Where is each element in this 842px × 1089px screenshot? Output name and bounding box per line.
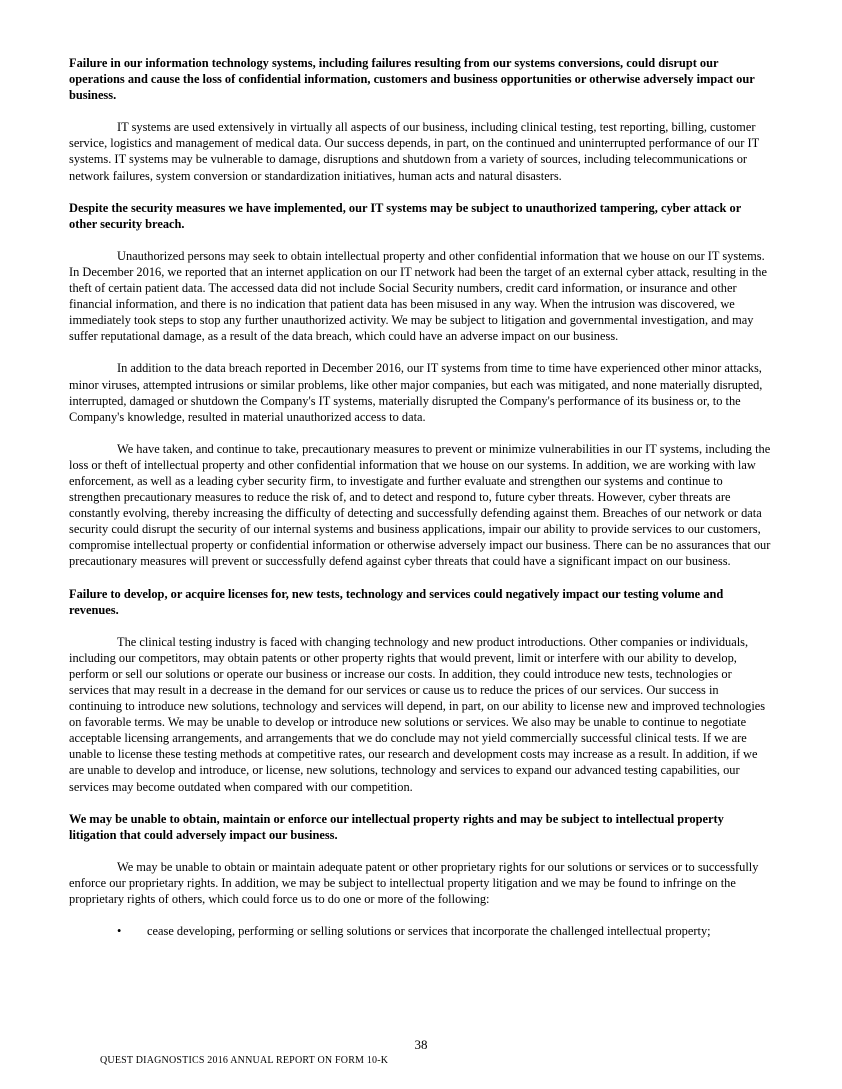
section-security-breach	[69, 200, 771, 570]
body-paragraph: We have taken, and continue to take, precautionary measures to prevent or minimize vulnerabilities in our IT systems, including the loss or theft of intellectual property and other confidential information that we house on our systems. In addition, we are working with law enforcement, as well as a leading cyber security firm, to investigate and further evaluate and strengthen our systems and continue to strengthen precautionary measures to reduce the risk of, and to detect and respond to, future cyber threats. However, cyber threats are constantly evolving, thereby increasing the difficulty of detecting and successfully defending against them. Breaches of our network or data security could disrupt the security of our internal systems and business applications, impair our ability to provide services to our customers, compromise intellectual property or confidential information or otherwise adversely impact our business. There can be no assurances that our precautionary measures will prevent or successfully defend against cyber threats that could have a significant impact on our business.	[69, 441, 771, 569]
section-heading: We may be unable to obtain, maintain or enforce our intellectual property rights and may be subject to intellectual property litigation that could adversely impact our business.	[69, 811, 724, 842]
body-paragraph: In addition to the data breach reported in December 2016, our IT systems from time to time have experienced other minor attacks, minor viruses, attempted intrusions or similar problems, like other major companies, but each was mitigated, and none materially disrupted, interrupted, damaged or shutdown the Company's IT systems, materially disrupted the Company's performance of its business or, to the Company's knowledge, resulted in material unauthorized access to data.	[69, 361, 763, 424]
body-paragraph: We may be unable to obtain or maintain adequate patent or other proprietary rights for our solutions or services or to successfully enforce our proprietary rights. In addition, we may be subject to intellectual property litigation and we may be found to infringe on the proprietary rights of others, which could force us to do one or more of the following:	[69, 859, 759, 907]
body-paragraph: The clinical testing industry is faced with changing technology and new product introductions. Other companies or individuals, including our competitors, may obtain patents or other property rights that would prevent, limit or interfere with our ability to develop, perform or sell our solutions or operate our business or increase our costs. In addition, they could introduce new tests, technologies or services that may result in a decrease in the demand for our services or cause us to reduce the prices of our services. Our success in continuing to introduce new solutions, technology and services will depend, in part, on our ability to license new and improved technologies on favorable terms. We may be unable to develop or introduce new solutions or services. We also may be unable to continue to negotiate acceptable licensing arrangements, and arrangements that we do conclude may not yield commercially successful clinical tests. If we are unable to license these testing methods at competitive rates, our research and development costs may increase as a result. In addition, if we are unable to develop and introduce, or license, new solutions, technology and services to expand our advanced testing capabilities, our services may become outdated when compared with our competition.	[69, 634, 766, 794]
page-number: 38	[414, 1037, 428, 1052]
section-heading: Failure to develop, or acquire licenses for, new tests, technology and services could negatively impact our testing volume and revenues.	[69, 586, 724, 617]
section-it-failure	[69, 55, 771, 184]
section-new-tests	[69, 586, 771, 795]
section-heading: Failure in our information technology systems, including failures resulting from our systems conversions, could disrupt our operations and cause the loss of confidential information, customers and business opportunities or otherwise adversely impact our business.	[69, 56, 755, 103]
bullet-marker: •	[117, 924, 122, 939]
section-intellectual-property	[69, 811, 771, 907]
bullet-list-item	[69, 923, 771, 939]
section-heading: Despite the security measures we have implemented, our IT systems may be subject to unauthorized tampering, cyber attack or other security breach.	[69, 200, 742, 231]
document-body	[69, 55, 771, 939]
body-paragraph: IT systems are used extensively in virtually all aspects of our business, including clinical testing, test reporting, billing, customer service, logistics and management of medical data. Our success depends, in part, on the continued and uninterrupted performance of our IT systems. IT systems may be vulnerable to damage, disruptions and shutdown from a variety of sources, including telecommunications or network failures, system conversion or standardization initiatives, human acts and natural disasters.	[69, 120, 759, 183]
bullet-text: cease developing, performing or selling solutions or services that incorporate the challenged intellectual property;	[147, 924, 711, 939]
page-footer: QUEST DIAGNOSTICS 2016 ANNUAL REPORT ON FORM 10-K	[100, 1055, 389, 1066]
body-paragraph: Unauthorized persons may seek to obtain intellectual property and other confidential information that we house on our IT systems. In December 2016, we reported that an internet application on our IT network had been the target of an external cyber attack, resulting in the theft of certain patient data. The accessed data did not include Social Security numbers, credit card information, or insurance and other financial information, and there is no indication that patient data has been misused in any way. When the intrusion was discovered, we immediately took steps to stop any further unauthorized activity. We may be subject to litigation and governmental investigation, and may suffer reputational damage, as a result of the data breach, which could have an adverse impact on our business.	[69, 248, 767, 344]
